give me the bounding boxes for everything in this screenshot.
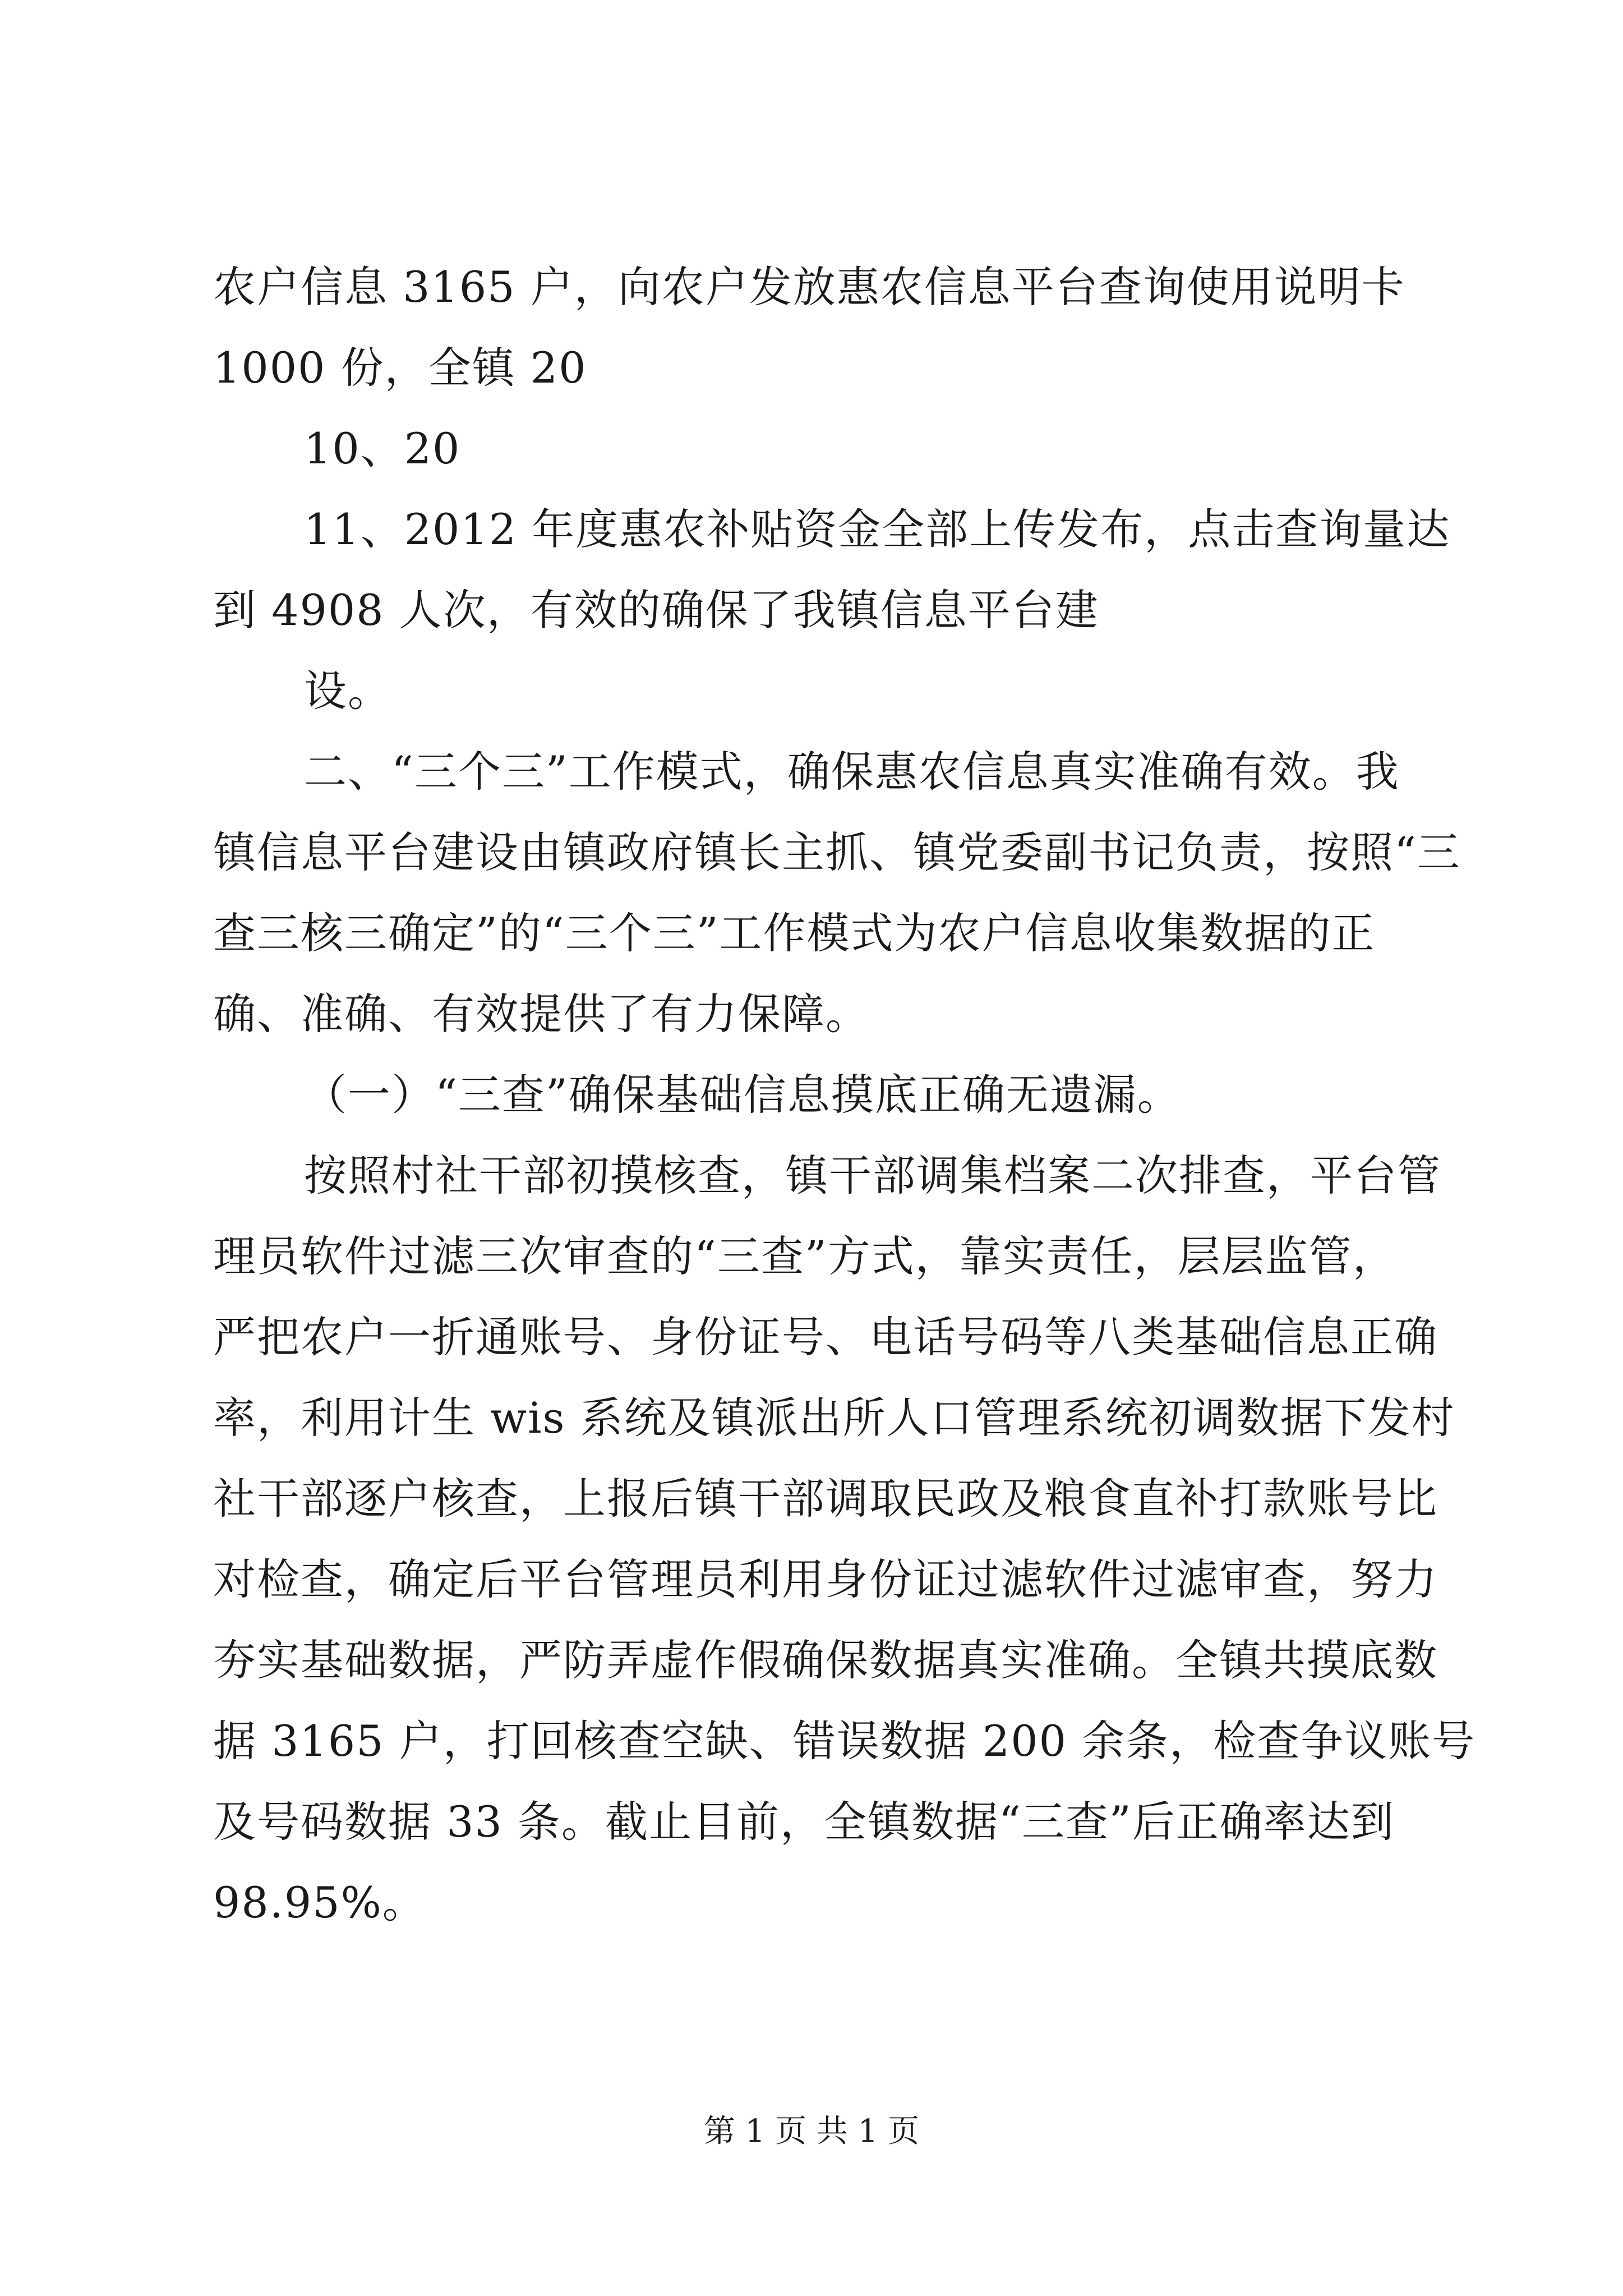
paragraph-5 — [213, 731, 1461, 1055]
paragraph-1 — [213, 247, 1413, 408]
text-line: 率，利用计生 wis 系统及镇派出所人口管理系统初调数据下发村 — [213, 1393, 1455, 1443]
paragraph-2 — [213, 408, 1413, 489]
text-line: 镇信息平台建设由镇政府镇长主抓、镇党委副书记负责，按照“三 — [213, 827, 1461, 877]
text-line: 按照村社干部初摸核查，镇干部调集档案二次排查，平台管 — [304, 1151, 1441, 1200]
text-line: 农户信息 3165 户，向农户发放惠农信息平台查询使用说明卡 — [213, 262, 1405, 312]
text-line: 查三核三确定”的“三个三”工作模式为农户信息收集数据的正 — [213, 908, 1376, 958]
text-line: 1000 份，全镇 20 — [213, 343, 587, 393]
text-line: （一）“三查”确保基础信息摸底正确无遗漏。 — [304, 1070, 1181, 1120]
text-line: 11、2012 年度惠农补贴资金全部上传发布，点击查询量达 — [304, 504, 1451, 554]
text-line: 设。 — [304, 666, 391, 716]
paragraph-7 — [213, 1135, 1476, 1943]
text-line: 确、准确、有效提供了有力保障。 — [213, 989, 869, 1039]
text-line: 夯实基础数据，严防弄虚作假确保数据真实准确。全镇共摸底数 — [213, 1635, 1438, 1685]
section-heading — [213, 1055, 1413, 1135]
text-line: 98.95%。 — [213, 1878, 426, 1927]
text-line: 10、20 — [304, 424, 461, 473]
text-line: 据 3165 户，打回核查空缺、错误数据 200 余条，检查争议账号 — [213, 1716, 1476, 1766]
document-body — [213, 247, 1476, 1943]
text-line: 对检查，确定后平台管理员利用身份证过滤软件过滤审查，努力 — [213, 1554, 1438, 1604]
text-line: 二、“三个三”工作模式，确保惠农信息真实准确有效。我 — [304, 747, 1400, 797]
text-line: 及号码数据 33 条。截止目前，全镇数据“三查”后正确率达到 — [213, 1797, 1395, 1847]
text-line: 到 4908 人次，有效的确保了我镇信息平台建 — [213, 585, 1099, 635]
paragraph-4 — [213, 651, 1413, 731]
text-line: 严把农户一折通账号、身份证号、电话号码等八类基础信息正确 — [213, 1312, 1438, 1362]
page-number-footer: 第 1 页 共 1 页 — [703, 2113, 920, 2150]
text-line: 社干部逐户核查，上报后镇干部调取民政及粮食直补打款账号比 — [213, 1474, 1438, 1524]
paragraph-3 — [213, 489, 1451, 651]
text-line: 理员软件过滤三次审查的“三查”方式，靠实责任，层层监管， — [213, 1231, 1396, 1281]
